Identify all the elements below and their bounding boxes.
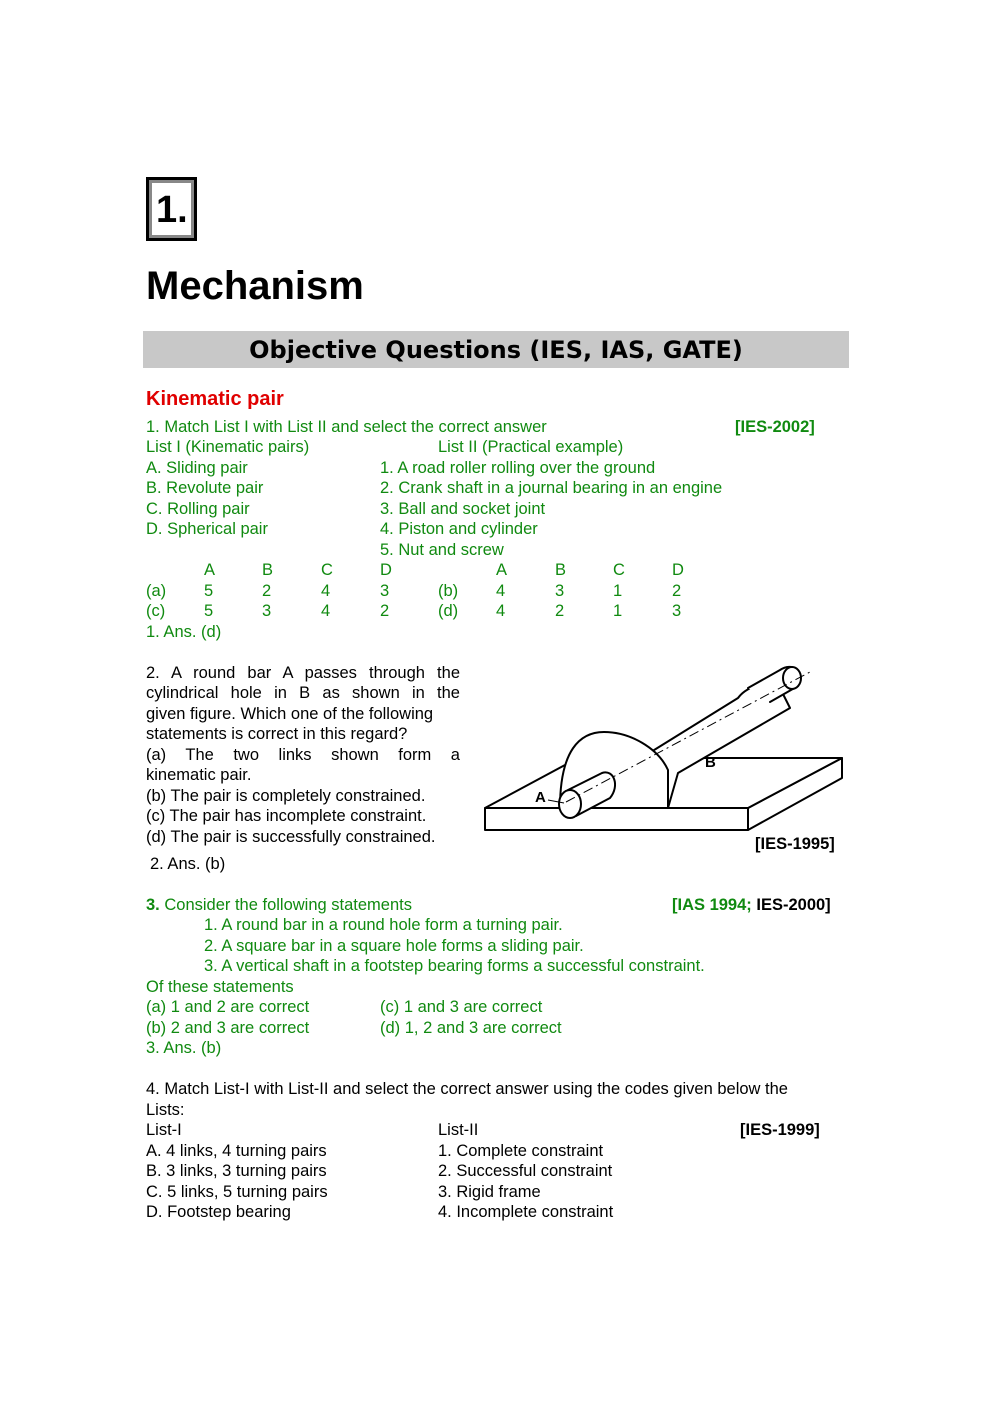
chapter-number: 1.: [156, 189, 188, 231]
q1-code-head: D: [672, 561, 684, 579]
q3-option: (a) 1 and 2 are correct: [146, 998, 310, 1016]
q4-list2-item: 3. Rigid frame: [438, 1183, 541, 1201]
q3-tag: [672, 895, 831, 915]
section-heading: Kinematic pair: [146, 388, 284, 410]
base-plate-front: [485, 808, 748, 830]
q1-list2-head: List II (Practical example): [438, 438, 624, 456]
q1-option-code: 3: [262, 602, 272, 620]
chapter-title: Mechanism: [146, 264, 364, 308]
section-band: [143, 331, 849, 368]
q1-list1-item: D. Spherical pair: [146, 520, 268, 538]
q3-text: Consider the following statements: [159, 896, 412, 914]
chapter-number-box: [146, 177, 197, 241]
q3-question: [146, 895, 412, 915]
q3-answer: 3. Ans. (b): [146, 1039, 222, 1057]
q1-option-code: 5: [204, 582, 214, 600]
q4-list1-item: D. Footstep bearing: [146, 1203, 291, 1221]
q1-option-code: 4: [496, 582, 506, 600]
q3-statement: 2. A square bar in a square hole forms a sliding pair.: [204, 937, 584, 955]
q1-code-head: B: [262, 561, 274, 579]
kinematic-pair-figure: [480, 640, 850, 835]
q3-option: (b) 2 and 3 are correct: [146, 1019, 310, 1037]
q1-option-label: (a): [146, 582, 167, 600]
q3-option: (d) 1, 2 and 3 are correct: [380, 1019, 562, 1037]
q1-code-head: C: [321, 561, 333, 579]
q3-statement: 3. A vertical shaft in a footstep bearing forms a successful constraint.: [204, 957, 705, 975]
q1-option-code: 2: [555, 602, 565, 620]
q1-option-code: 5: [204, 602, 214, 620]
q1-option-code: 2: [262, 582, 272, 600]
q4-list1-head: List-I: [146, 1121, 182, 1139]
q1-option-code: 4: [321, 602, 331, 620]
q1-list1-item: C. Rolling pair: [146, 500, 250, 518]
q4-list1-item: B. 3 links, 3 turning pairs: [146, 1162, 327, 1180]
q4-list2-item: 4. Incomplete constraint: [438, 1203, 614, 1221]
q1-option-code: 4: [496, 602, 506, 620]
q3-tag-ias: [IAS 1994;: [672, 896, 757, 914]
q1-option-code: 4: [321, 582, 331, 600]
q2-line: (b) The pair is completely constrained.: [146, 787, 426, 805]
q3-tag-ies: IES-2000]: [756, 896, 831, 914]
q4-text-line1: 4. Match List-I with List-II and select the correct answer using the codes given below the: [146, 1080, 788, 1098]
q1-code-head: C: [613, 561, 625, 579]
q2-line: (a) The two links shown form a: [146, 746, 460, 764]
q1-option-code: 3: [672, 602, 682, 620]
q2-line: 2. A round bar A passes through the: [146, 664, 460, 682]
q1-tag: [IES-2002]: [735, 418, 815, 436]
q1-text: 1. Match List I with List II and select the correct answer: [146, 418, 547, 436]
q4-list2-head: List-II: [438, 1121, 479, 1139]
q1-option-code: 1: [613, 602, 623, 620]
q3-statement: 1. A round bar in a round hole form a turning pair.: [204, 916, 563, 934]
q1-list2-item: 5. Nut and screw: [380, 541, 504, 559]
q2-answer: 2. Ans. (b): [150, 855, 226, 873]
q3-number: 3.: [146, 896, 160, 914]
q3-option: (c) 1 and 3 are correct: [380, 998, 543, 1016]
q1-list1-head: List I (Kinematic pairs): [146, 438, 310, 456]
q1-code-head: A: [496, 561, 508, 579]
round-bar-a-end: [559, 790, 581, 818]
q4-tag: [IES-1999]: [740, 1121, 820, 1139]
q4-list1-item: C. 5 links, 5 turning pairs: [146, 1183, 328, 1201]
q1-code-head: A: [204, 561, 216, 579]
q2-line: statements is correct in this regard?: [146, 725, 408, 743]
q1-list2-item: 4. Piston and cylinder: [380, 520, 538, 538]
q1-option-label: (c): [146, 602, 166, 620]
q1-option-code: 3: [555, 582, 565, 600]
q4-list2-item: 1. Complete constraint: [438, 1142, 604, 1160]
q2-tag: [IES-1995]: [755, 835, 835, 853]
q1-option-label: (b): [438, 582, 459, 600]
q1-code-head: D: [380, 561, 392, 579]
q1-code-head: B: [555, 561, 567, 579]
q1-option-code: 2: [672, 582, 682, 600]
q2-line: given figure. Which one of the following: [146, 705, 434, 723]
q1-list2-item: 2. Crank shaft in a journal bearing in an engine: [380, 479, 723, 497]
q4-list1-item: A. 4 links, 4 turning pairs: [146, 1142, 327, 1160]
q1-list2-item: 3. Ball and socket joint: [380, 500, 546, 518]
figure-label-a: A: [535, 789, 546, 806]
q1-list1-item: A. Sliding pair: [146, 459, 248, 477]
q4-text-line2: Lists:: [146, 1101, 185, 1119]
q3-of-these: Of these statements: [146, 978, 294, 996]
q1-option-label: (d): [438, 602, 459, 620]
q2-line: (d) The pair is successfully constrained.: [146, 828, 436, 846]
q1-list1-item: B. Revolute pair: [146, 479, 264, 497]
q2-line: kinematic pair.: [146, 766, 252, 784]
q2-line: (c) The pair has incomplete constraint.: [146, 807, 427, 825]
section-band-title: Objective Questions (IES, IAS, GATE): [249, 336, 743, 364]
q1-answer: 1. Ans. (d): [146, 623, 222, 641]
q4-list2-item: 2. Successful constraint: [438, 1162, 613, 1180]
q1-list2-item: 1. A road roller rolling over the ground: [380, 459, 656, 477]
figure-label-b: B: [705, 754, 716, 771]
q1-option-code: 3: [380, 582, 390, 600]
q1-option-code: 1: [613, 582, 623, 600]
q2-line: cylindrical hole in B as shown in the: [146, 684, 460, 702]
q1-option-code: 2: [380, 602, 390, 620]
